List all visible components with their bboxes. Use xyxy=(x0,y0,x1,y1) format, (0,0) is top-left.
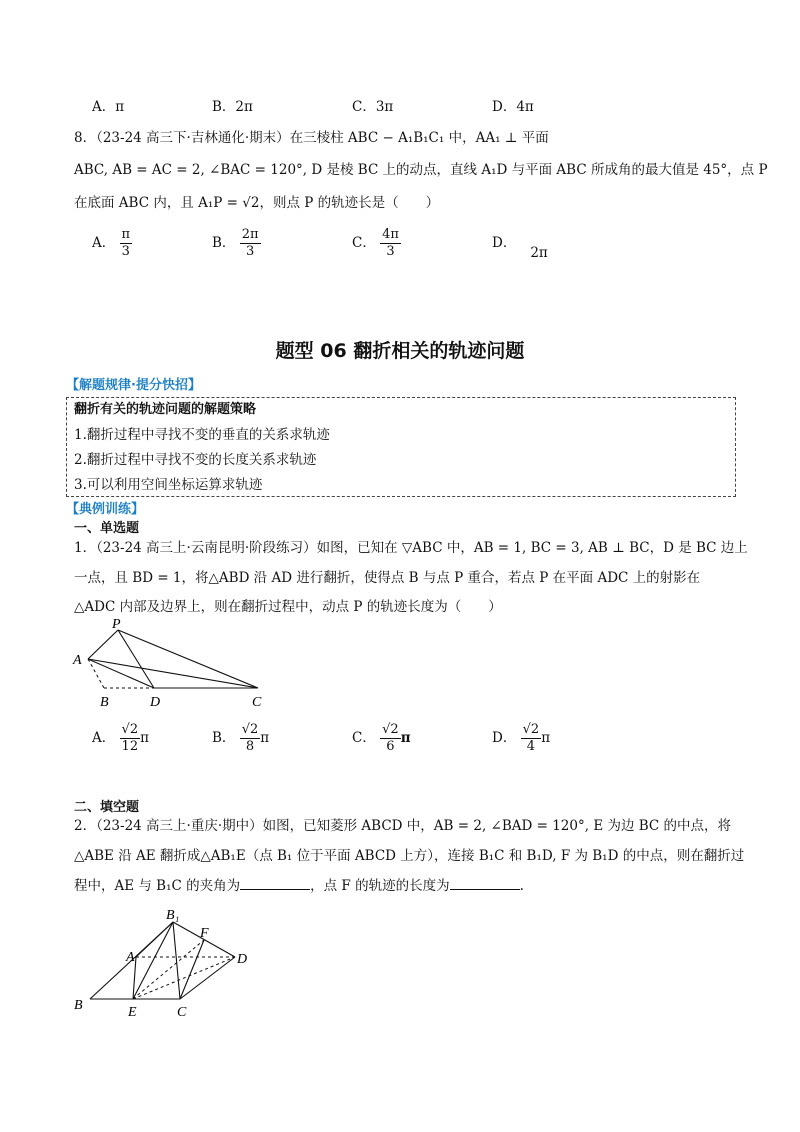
option-letter: B． xyxy=(212,235,236,251)
frac-num: √2 xyxy=(382,722,399,737)
option-letter: A． xyxy=(92,99,116,115)
q1-option-b[interactable] xyxy=(212,722,269,755)
pi-symbol: π xyxy=(400,730,411,746)
answer-blank-length[interactable] xyxy=(450,875,520,890)
frac-num: π xyxy=(121,227,131,242)
option-value: 4π xyxy=(516,99,534,115)
q2-text-b: ，点 F 的轨迹的长度为 xyxy=(310,878,450,894)
q8-option-c[interactable] xyxy=(352,227,401,260)
strategy-box-title: 翻折有关的轨迹问题的解题策略 xyxy=(74,402,257,417)
option-value: 2π xyxy=(530,245,548,261)
label-a: A xyxy=(126,950,135,965)
frac-den: 3 xyxy=(245,244,255,259)
option-letter: B． xyxy=(212,730,236,746)
q7-option-b[interactable] xyxy=(212,97,253,117)
edge-pd xyxy=(118,630,154,688)
q8-line-2: ABC, AB = AC = 2, ∠BAC = 120°, D 是棱 BC 上的动点，直线 A₁D 与平面 ABC 所成角的最大值是 45°，点 P xyxy=(74,162,768,178)
frac-num: √2 xyxy=(241,722,259,737)
option-letter: C． xyxy=(352,99,376,115)
edge-b1-e xyxy=(133,922,173,999)
q7-option-c[interactable] xyxy=(352,97,393,117)
q8-option-d[interactable] xyxy=(492,233,548,261)
option-letter: C． xyxy=(352,730,376,746)
option-letter: D． xyxy=(492,235,517,251)
q2-line-3 xyxy=(74,875,524,896)
option-letter: A． xyxy=(92,235,116,251)
edge-ad xyxy=(88,659,154,688)
frac-den: 12 xyxy=(121,739,139,754)
strategy-item-2: 2.翻折过程中寻找不变的长度关系求轨迹 xyxy=(74,452,317,468)
edge-ac xyxy=(88,659,258,688)
q7-option-d[interactable] xyxy=(492,97,534,117)
q8-line-3: 在底面 ABC 内，且 A₁P = √2，则点 P 的轨迹长是（ ） xyxy=(74,195,440,211)
frac-num: 4π xyxy=(382,227,399,242)
q2-text-c: . xyxy=(519,878,524,894)
pi-symbol: π xyxy=(140,730,149,746)
figure-q1 xyxy=(70,618,290,713)
label-b: B xyxy=(100,695,109,710)
option-letter: C． xyxy=(352,235,376,251)
label-b1: B₁ xyxy=(166,908,180,923)
q8-option-b[interactable] xyxy=(212,227,261,260)
edge-b1-c xyxy=(173,922,180,999)
fraction xyxy=(120,227,133,260)
q8-option-a[interactable] xyxy=(92,227,132,260)
edge-ab-dashed xyxy=(88,659,104,688)
frac-den: 6 xyxy=(386,739,395,754)
frac-den: 4 xyxy=(526,739,536,754)
example-tag: 【典例训练】 xyxy=(66,502,145,517)
section-title: 题型 06 翻折相关的轨迹问题 xyxy=(275,340,525,362)
part2-heading: 二、填空题 xyxy=(74,800,140,815)
option-letter: D． xyxy=(492,99,517,115)
edge-b1-a xyxy=(136,922,173,957)
label-d: D xyxy=(237,952,248,967)
label-f: F xyxy=(200,926,209,941)
frac-num: √2 xyxy=(522,722,540,737)
option-letter: B． xyxy=(212,99,236,115)
label-p: P xyxy=(112,618,121,632)
q7-option-a[interactable] xyxy=(92,97,124,117)
figure-q2 xyxy=(70,905,270,1025)
fraction xyxy=(120,722,141,755)
fraction xyxy=(380,722,401,755)
label-c: C xyxy=(252,695,262,710)
fraction xyxy=(380,227,401,260)
label-e: E xyxy=(128,1005,137,1020)
option-letter: D． xyxy=(492,730,517,746)
option-value: 2π xyxy=(235,99,253,115)
strategy-item-1: 1.翻折过程中寻找不变的垂直的关系求轨迹 xyxy=(74,427,330,443)
rule-tag: 【解题规律·提分快招】 xyxy=(66,378,201,393)
edge-pc xyxy=(118,630,258,688)
q1-option-c[interactable] xyxy=(352,722,411,755)
q2-text-a: 程中，AE 与 B₁C 的夹角为 xyxy=(74,878,241,894)
label-c: C xyxy=(177,1005,187,1020)
fraction xyxy=(240,227,261,260)
frac-den: 3 xyxy=(121,244,130,259)
fraction xyxy=(521,722,542,755)
q1-line-1: 1．（23-24 高三上·云南昆明·阶段练习）如图，已知在 ▽ABC 中，AB = 1, BC = 3, AB ⊥ BC，D 是 BC 边上 xyxy=(74,540,748,556)
q1-line-2: 一点，且 BD = 1，将△ABD 沿 AD 进行翻折，使得点 B 与点 P 重合，若点 P 在平面 ADC 上的射影在 xyxy=(74,570,701,586)
q2-line-2: △ABE 沿 AE 翻折成△AB₁E（点 B₁ 位于平面 ABCD 上方），连接 B₁C 和 B₁D, F 为 B₁D 的中点，则在翻折过 xyxy=(74,848,745,864)
frac-den: 3 xyxy=(386,244,395,259)
q1-line-3: △ADC 内部及边界上，则在翻折过程中，动点 P 的轨迹长度为（ ） xyxy=(74,599,502,615)
label-a: A xyxy=(73,653,82,668)
q8-options xyxy=(92,227,732,267)
strategy-item-3: 3.可以利用空间坐标运算求轨迹 xyxy=(74,477,263,493)
option-value: 3π xyxy=(375,99,394,115)
q1-options xyxy=(92,722,732,762)
answer-blank-angle[interactable] xyxy=(240,875,310,890)
frac-num: 2π xyxy=(241,227,259,242)
edge-ap xyxy=(88,630,118,659)
fraction xyxy=(240,722,261,755)
frac-den: 8 xyxy=(245,739,255,754)
frac-num: √2 xyxy=(121,722,139,737)
part1-heading: 一、单选题 xyxy=(74,521,140,536)
q8-line-1: 8．（23-24 高三下·吉林通化·期末）在三棱柱 ABC − A₁B₁C₁ 中，AA₁ ⊥ 平面 xyxy=(74,130,549,146)
q1-option-d[interactable] xyxy=(492,722,550,755)
label-d: D xyxy=(150,695,161,710)
pi-symbol: π xyxy=(260,730,270,746)
q2-line-1: 2．（23-24 高三上·重庆·期中）如图，已知菱形 ABCD 中，AB = 2, ∠BAD = 120°, E 为边 BC 的中点，将 xyxy=(74,818,732,834)
pi-symbol: π xyxy=(541,730,551,746)
option-letter: A． xyxy=(92,730,116,746)
option-value: π xyxy=(115,99,125,115)
label-b: B xyxy=(74,998,83,1013)
edge-ed-dashed xyxy=(133,957,235,999)
q1-option-a[interactable] xyxy=(92,722,149,755)
